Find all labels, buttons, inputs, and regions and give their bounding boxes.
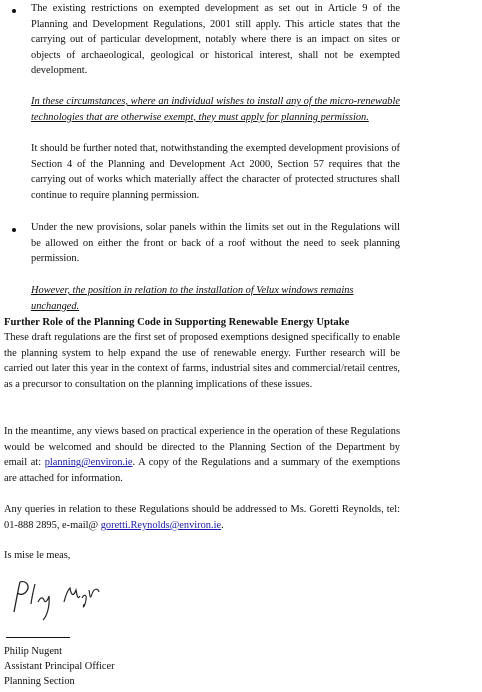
signatory-section: Planning Section <box>4 676 75 687</box>
bullet-marker <box>12 228 16 232</box>
signatory-name: Philip Nugent <box>4 646 63 657</box>
closing-salutation: Is mise le meas, <box>4 550 71 561</box>
section-heading: Further Role of the Planning Code in Supporting Renewable Energy Uptake <box>4 317 350 328</box>
bullet-text-existing-restrictions: The existing restrictions on exempted development as set out in Article 9 of the Planning and Development Regulations, 2001 still apply. This article states that the carrying out of particular development, notably where there is an impact on sites or objects of archaeological, geological or historical interest, shall not be exempted development. <box>31 3 400 77</box>
signatory-title: Assistant Principal Officer <box>4 661 115 672</box>
paragraph-meantime <box>4 424 400 486</box>
note-micro-renewable: In these circumstances, where an individual wishes to install any of the micro-renewable technologies that are otherwise exempt, they must apply for planning permission. <box>31 96 400 123</box>
meantime-text-after: . A copy of the Regulations and a summary of the exemptions are attached for information. <box>4 457 400 484</box>
handwritten-signature <box>4 574 104 624</box>
goretti-email-link[interactable]: goretti.Reynolds@environ.ie <box>100 519 222 531</box>
queries-text-after: . <box>221 519 224 531</box>
note-velux-windows: However, the position in relation to the installation of Velux windows remains unchanged. <box>31 285 354 312</box>
signature-line <box>6 637 70 638</box>
paragraph-further-noted: It should be further noted that, notwithstanding the exempted development provisions of Section 4 of the Planning and Development Act 2000, Section 57 requires that the carrying out of works which materially affect the character of protected structures shall continue to require planning permission. <box>31 143 400 201</box>
meantime-text-before: In the meantime, any views based on practical experience in the operation of these Regulations would be welcomed and should be directed to the Planning Section of the Department by email at: <box>4 426 400 469</box>
bullet-text-solar-panels: Under the new provisions, solar panels within the limits set out in the Regulations will be allowed on either the front or back of a roof without the need to seek planning permission. <box>31 222 400 265</box>
paragraph-queries <box>4 502 400 533</box>
planning-email-link[interactable]: planning@environ.ie <box>44 457 133 469</box>
queries-text-before: Any queries in relation to these Regulations should be addressed to Ms. Goretti Reynolds, tel: 01-888 2895, e-mail@ <box>4 504 400 531</box>
paragraph-draft-regulations: These draft regulations are the first set of proposed exemptions designed specifically to enable the planning system to help expand the use of renewable energy. Further research will be carried out later this year in the context of farms, industrial sites and commercial/retail centres, as a precursor to consultation on the planning implications of these issues. <box>4 332 400 390</box>
bullet-marker <box>12 9 16 13</box>
